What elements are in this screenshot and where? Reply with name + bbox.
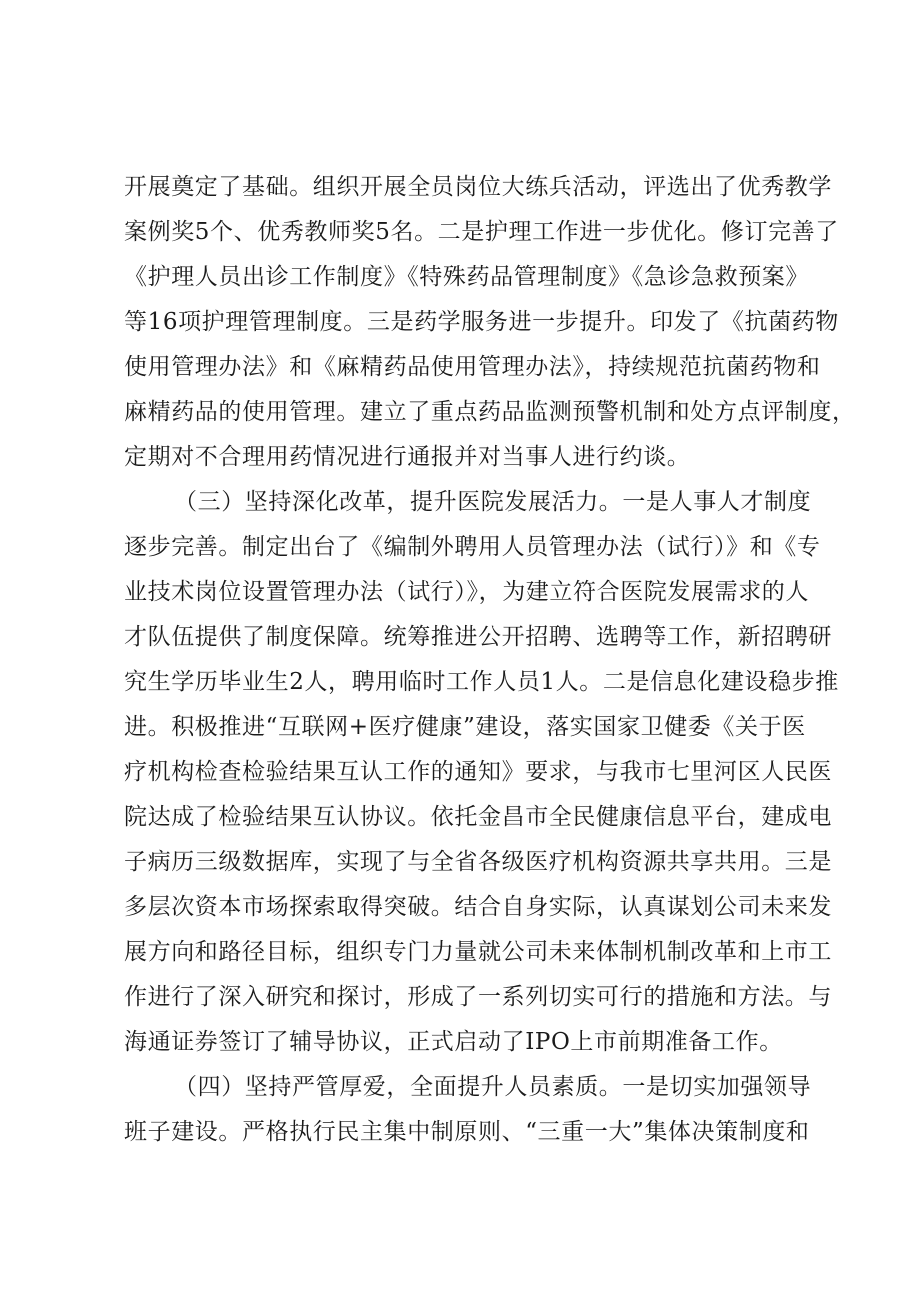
text-line: 疗机构检查检验结果互认工作的通知》要求，与我市七里河区人民医 <box>124 759 832 785</box>
text-line: 才队伍提供了制度保障。统筹推进公开招聘、选聘等工作，新招聘研 <box>124 624 832 650</box>
text-line: 业技术岗位设置管理办法（试行）》，为建立符合医院发展需求的人 <box>124 579 809 605</box>
text-line: 等16项护理管理制度。三是药学服务进一步提升。印发了《抗菌药物 <box>124 309 839 335</box>
text-line: 院达成了检验结果互认协议。依托金昌市全民健康信息平台，建成电 <box>124 804 832 830</box>
text-line: 作进行了深入研究和探讨，形成了一系列切实可行的措施和方法。与 <box>124 984 832 1010</box>
text-line: 定期对不合理用药情况进行通报并对当事人进行约谈。 <box>124 444 691 470</box>
text-line: 多层次资本市场探索取得突破。结合自身实际，认真谋划公司未来发 <box>124 894 832 920</box>
text-line: 海通证券签订了辅导协议，正式启动了IPO上市前期准备工作。 <box>124 1029 783 1055</box>
text-line: 开展奠定了基础。组织开展全员岗位大练兵活动，评选出了优秀教学 <box>124 174 832 200</box>
text-line: 案例奖5个、优秀教师奖5名。二是护理工作进一步优化。修订完善了 <box>124 219 839 245</box>
text-line: 子病历三级数据库，实现了与全省各级医疗机构资源共享共用。三是 <box>124 849 832 875</box>
text-line: 展方向和路径目标，组织专门力量就公司未来体制机制改革和上市工 <box>124 939 832 965</box>
text-line: 使用管理办法》和《麻精药品使用管理办法》，持续规范抗菌药物和 <box>124 354 821 380</box>
text-line: 《护理人员出诊工作制度》《特殊药品管理制度》《急诊急救预案》 <box>124 264 809 290</box>
text-line: 进。积极推进“互联网+医疗健康”建设，落实国家卫健委《关于医 <box>124 714 806 740</box>
section-heading-line: （三）坚持深化改革，提升医院发展活力。一是人事人才制度 <box>174 489 812 515</box>
text-line: 究生学历毕业生2人，聘用临时工作人员1人。二是信息化建设稳步推 <box>124 669 839 695</box>
text-line: 麻精药品的使用管理。建立了重点药品监测预警机制和处方点评制度， <box>124 399 856 425</box>
text-line: 逐步完善。制定出台了《编制外聘用人员管理办法（试行）》和《专 <box>124 534 821 560</box>
section-heading-line: （四）坚持严管厚爱，全面提升人员素质。一是切实加强领导 <box>174 1074 812 1100</box>
text-line: 班子建设。严格执行民主集中制原则、“三重一大”集体决策制度和 <box>124 1119 810 1145</box>
